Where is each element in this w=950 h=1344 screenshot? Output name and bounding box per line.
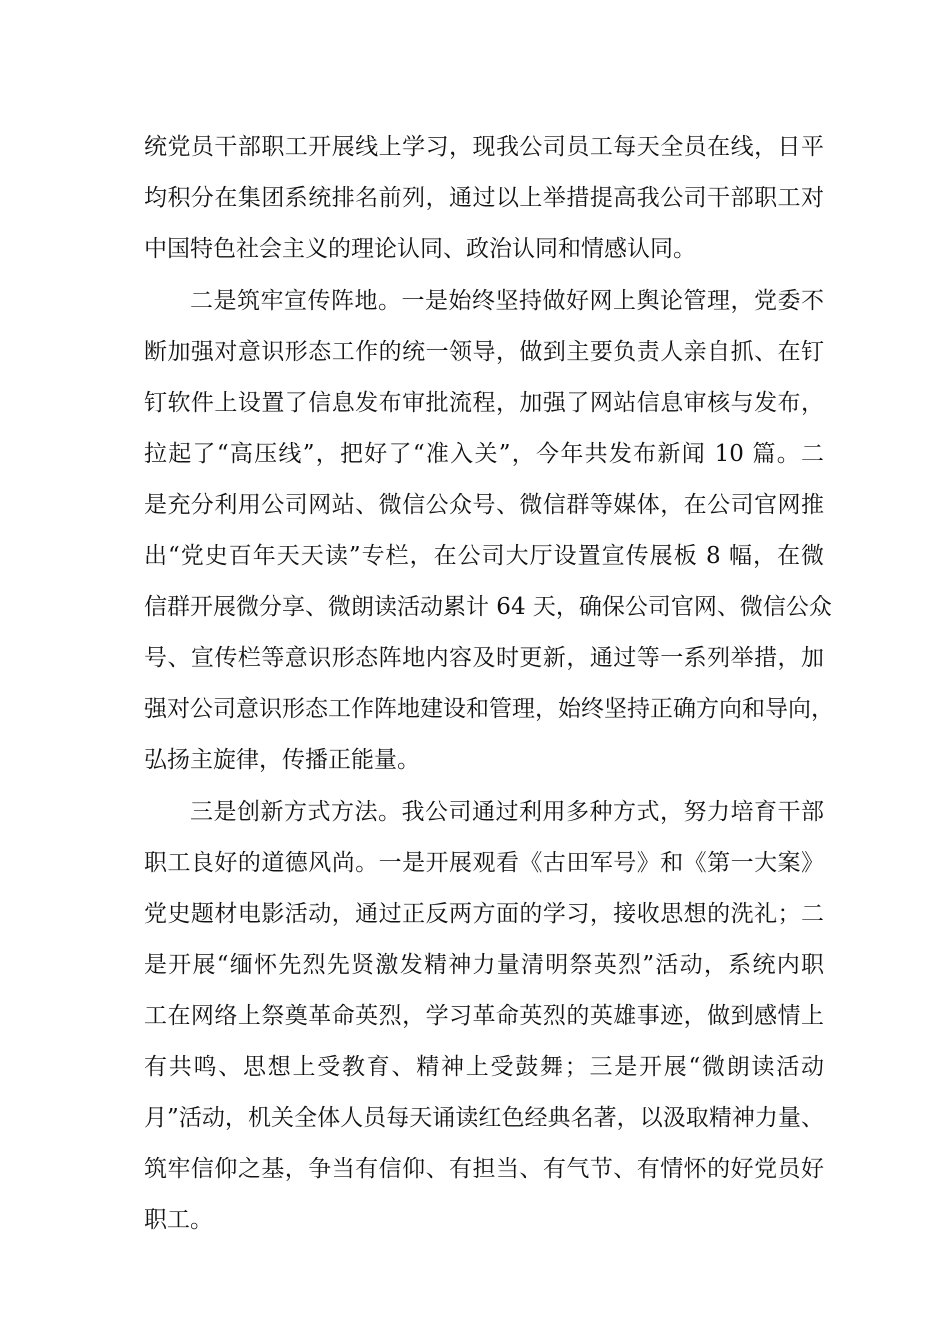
- text-line: 弘扬主旋律，传播正能量。: [144, 747, 420, 773]
- paragraph-start-line: 二是筑牢宣传阵地。一是始终坚持做好网上舆论管理，党委不: [190, 288, 824, 314]
- text-line: 筑牢信仰之基，争当有信仰、有担当、有气节、有情怀的好党员好: [144, 1156, 824, 1182]
- text-line: 职工良好的道德风尚。一是开展观看《古田军号》和《第一大案》: [144, 850, 824, 876]
- text-line: 统党员干部职工开展线上学习，现我公司员工每天全员在线，日平: [144, 134, 824, 160]
- paragraph-start-line: 三是创新方式方法。我公司通过利用多种方式，努力培育干部: [190, 799, 824, 825]
- text-line: 有共鸣、思想上受教育、精神上受鼓舞；三是开展“微朗读活动: [144, 1054, 824, 1080]
- text-line: 强对公司意识形态工作阵地建设和管理，始终坚持正确方向和导向，: [144, 696, 834, 722]
- text-line: 月”活动，机关全体人员每天诵读红色经典名著，以汲取精神力量、: [144, 1105, 824, 1131]
- text-line: 钉软件上设置了信息发布审批流程，加强了网站信息审核与发布，: [144, 390, 824, 416]
- text-line: 职工。: [144, 1207, 213, 1233]
- text-line: 号、宣传栏等意识形态阵地内容及时更新，通过等一系列举措，加: [144, 645, 824, 671]
- text-line: 信群开展微分享、微朗读活动累计 64 天，确保公司官网、微信公众: [144, 594, 832, 620]
- text-line: 拉起了“高压线”，把好了“准入关”，今年共发布新闻 10 篇。二: [144, 441, 825, 467]
- text-line: 党史题材电影活动，通过正反两方面的学习，接收思想的洗礼；二: [144, 901, 824, 927]
- text-line: 中国特色社会主义的理论认同、政治认同和情感认同。: [144, 236, 696, 262]
- text-line: 均积分在集团系统排名前列，通过以上举措提高我公司干部职工对: [144, 185, 824, 211]
- text-line: 是充分利用公司网站、微信公众号、微信群等媒体，在公司官网推: [144, 492, 824, 518]
- text-line: 断加强对意识形态工作的统一领导，做到主要负责人亲自抓、在钉: [144, 339, 824, 365]
- text-line: 工在网络上祭奠革命英烈，学习革命英烈的英雄事迹，做到感情上: [144, 1003, 824, 1029]
- text-line: 出“党史百年天天读”专栏，在公司大厅设置宣传展板 8 幅，在微: [144, 543, 824, 569]
- text-line: 是开展“缅怀先烈先贤激发精神力量清明祭英烈”活动，系统内职: [144, 952, 824, 978]
